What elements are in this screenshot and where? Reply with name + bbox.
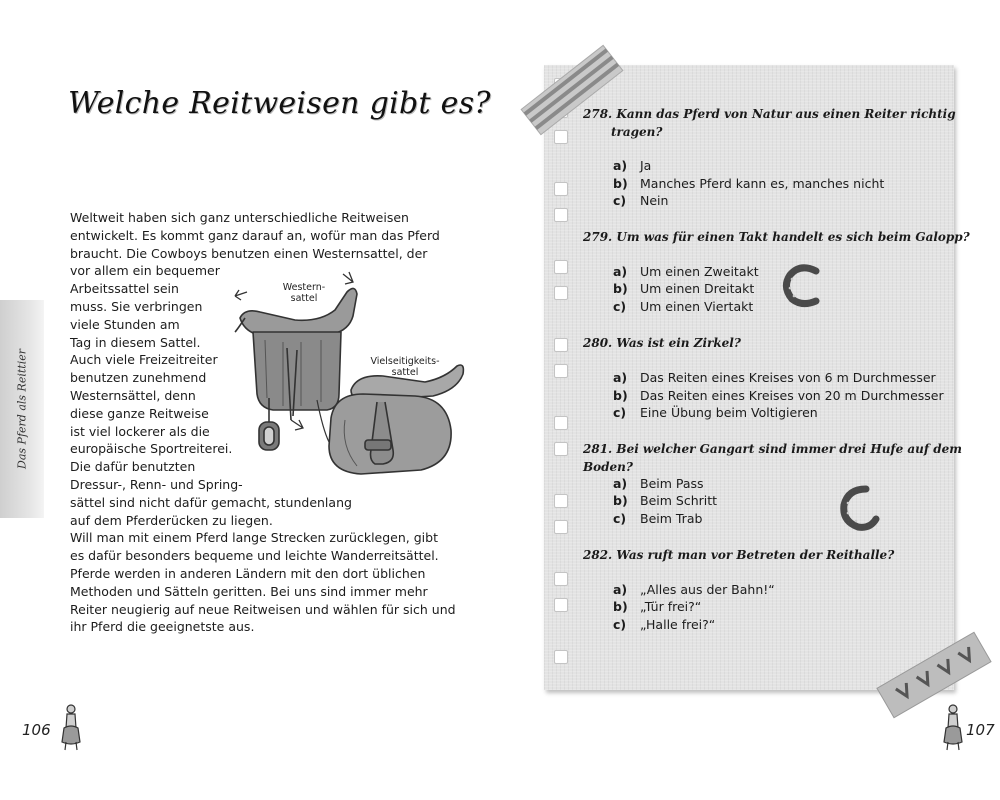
punch-hole bbox=[554, 364, 568, 378]
option-text: Manches Pferd kann es, manches nicht bbox=[640, 176, 885, 191]
side-tab-label: Das Pferd als Reittier bbox=[15, 349, 29, 469]
answer-option bbox=[613, 158, 651, 173]
option-letter: b) bbox=[613, 388, 628, 403]
horseshoe-icon bbox=[780, 263, 824, 309]
answer-option bbox=[613, 370, 936, 385]
option-text: Um einen Dreitakt bbox=[640, 281, 755, 296]
option-text: Nein bbox=[640, 193, 669, 208]
body-line: vor allem ein bequemer bbox=[70, 263, 220, 279]
body-line: Reiter neugierig auf neue Reitweisen und wählen für sich und bbox=[70, 601, 456, 617]
body-line: diese ganze Reitweise bbox=[70, 405, 209, 421]
answer-option bbox=[613, 493, 717, 508]
option-text: Beim Schritt bbox=[640, 493, 718, 508]
saddle-illustration bbox=[225, 270, 475, 510]
option-letter: c) bbox=[613, 193, 627, 208]
question-text: Kann das Pferd von Natur aus einen Reiter richtig bbox=[616, 107, 956, 121]
question-282 bbox=[583, 546, 894, 564]
punch-hole bbox=[554, 182, 568, 196]
body-line: es dafür besonders bequeme und leichte Wanderreitsättel. bbox=[70, 548, 439, 564]
option-letter: b) bbox=[613, 176, 628, 191]
answer-option bbox=[613, 264, 759, 279]
question-text: Um was für einen Takt handelt es sich beim Galopp? bbox=[616, 230, 970, 244]
question-number: 278. bbox=[583, 107, 613, 121]
rider-icon bbox=[940, 702, 966, 752]
body-line: Pferde werden in anderen Ländern mit den dort üblichen bbox=[70, 565, 426, 581]
option-letter: c) bbox=[613, 617, 627, 632]
answer-option bbox=[613, 388, 944, 403]
punch-hole bbox=[554, 208, 568, 222]
question-number: 282. bbox=[583, 548, 613, 562]
body-line: ist viel lockerer als die bbox=[70, 423, 210, 439]
option-letter: a) bbox=[613, 582, 628, 597]
option-letter: c) bbox=[613, 299, 627, 314]
saddle-drawing bbox=[225, 270, 475, 510]
option-letter: b) bbox=[613, 493, 628, 508]
question-number: 281. bbox=[583, 442, 613, 456]
body-line: Westernsättel, denn bbox=[70, 387, 196, 403]
option-letter: a) bbox=[613, 370, 628, 385]
option-text: „Halle frei?“ bbox=[640, 617, 716, 632]
question-280 bbox=[583, 334, 741, 352]
rider-icon bbox=[58, 702, 84, 752]
question-number: 280. bbox=[583, 336, 613, 350]
page-number-right: 107 bbox=[966, 721, 995, 739]
body-line: Weltweit haben sich ganz unterschiedliche Reitweisen bbox=[70, 210, 409, 225]
option-text: Das Reiten eines Kreises von 6 m Durchmesser bbox=[640, 370, 936, 385]
question-number: 279. bbox=[583, 230, 613, 244]
body-line: braucht. Die Cowboys benutzen einen Westernsattel, der bbox=[70, 245, 428, 261]
answer-option bbox=[613, 617, 715, 632]
option-letter: a) bbox=[613, 476, 628, 491]
answer-option bbox=[613, 299, 753, 314]
answer-option bbox=[613, 281, 754, 296]
punch-hole bbox=[554, 520, 568, 534]
eventing-saddle-label: Vielseitigkeits- sattel bbox=[370, 356, 440, 378]
body-line: Dressur-, Renn- und Spring- bbox=[70, 476, 243, 492]
question-text: Bei welcher Gangart sind immer drei Hufe auf dem Boden? bbox=[583, 442, 962, 474]
punch-hole bbox=[554, 260, 568, 274]
answer-option bbox=[613, 476, 704, 491]
body-line: Arbeitssattel sein bbox=[70, 281, 179, 297]
question-text-continued: tragen? bbox=[611, 125, 663, 139]
answer-option bbox=[613, 582, 775, 597]
question-text: Was ist ein Zirkel? bbox=[616, 336, 741, 350]
question-278 bbox=[583, 105, 956, 141]
body-line: Auch viele Freizeitreiter bbox=[70, 352, 218, 368]
punch-hole bbox=[554, 416, 568, 430]
option-text: Beim Pass bbox=[640, 476, 704, 491]
punch-hole bbox=[554, 338, 568, 352]
answer-option bbox=[613, 599, 701, 614]
option-text: Beim Trab bbox=[640, 511, 703, 526]
option-text: Das Reiten eines Kreises von 20 m Durchmesser bbox=[640, 388, 944, 403]
body-line: benutzen zunehmend bbox=[70, 370, 207, 386]
option-text: Um einen Viertakt bbox=[640, 299, 754, 314]
body-line: viele Stunden am bbox=[70, 316, 180, 332]
option-text: Ja bbox=[640, 158, 652, 173]
body-line: Die dafür benutzten bbox=[70, 459, 196, 475]
body-line: sättel sind nicht dafür gemacht, stundenlang bbox=[70, 494, 352, 510]
body-line: muss. Sie verbringen bbox=[70, 298, 203, 314]
page-number-left: 106 bbox=[22, 721, 51, 739]
punch-hole bbox=[554, 650, 568, 664]
option-text: Um einen Zweitakt bbox=[640, 264, 759, 279]
option-letter: c) bbox=[613, 511, 627, 526]
option-letter: b) bbox=[613, 599, 628, 614]
answer-option bbox=[613, 193, 668, 208]
question-text: Was ruft man vor Betreten der Reithalle? bbox=[616, 548, 895, 562]
body-line: ihr Pferd die geeignetste aus. bbox=[70, 619, 255, 635]
page-title: Welche Reitweisen gibt es? bbox=[68, 86, 491, 121]
body-line: Tag in diesem Sattel. bbox=[70, 334, 201, 350]
tape-bottom bbox=[870, 630, 998, 720]
answer-option bbox=[613, 176, 884, 191]
answer-option bbox=[613, 511, 702, 526]
body-line: Methoden und Sätteln geritten. Bei uns sind immer mehr bbox=[70, 583, 428, 599]
body-line: entwickelt. Es kommt ganz darauf an, wofür man das Pferd bbox=[70, 227, 440, 243]
punch-hole bbox=[554, 442, 568, 456]
option-letter: a) bbox=[613, 158, 628, 173]
body-line: Will man mit einem Pferd lange Strecken zurücklegen, gibt bbox=[70, 530, 438, 546]
punch-hole bbox=[554, 598, 568, 612]
horseshoe-icon bbox=[836, 483, 882, 533]
eventing-saddle-icon bbox=[329, 365, 463, 474]
option-letter: c) bbox=[613, 405, 627, 420]
body-line: europäische Sportreiterei. bbox=[70, 441, 233, 457]
option-letter: a) bbox=[613, 264, 628, 279]
western-saddle-label: Western- sattel bbox=[282, 282, 326, 304]
body-line: auf dem Pferderücken zu liegen. bbox=[70, 512, 273, 528]
answer-option bbox=[613, 405, 818, 420]
punch-hole bbox=[554, 572, 568, 586]
option-letter: b) bbox=[613, 281, 628, 296]
option-text: Eine Übung beim Voltigieren bbox=[640, 405, 818, 420]
option-text: „Alles aus der Bahn!“ bbox=[640, 582, 775, 597]
punch-hole bbox=[554, 286, 568, 300]
option-text: „Tür frei?“ bbox=[640, 599, 702, 614]
question-279 bbox=[583, 228, 970, 246]
question-281 bbox=[583, 440, 1000, 476]
punch-hole bbox=[554, 494, 568, 508]
